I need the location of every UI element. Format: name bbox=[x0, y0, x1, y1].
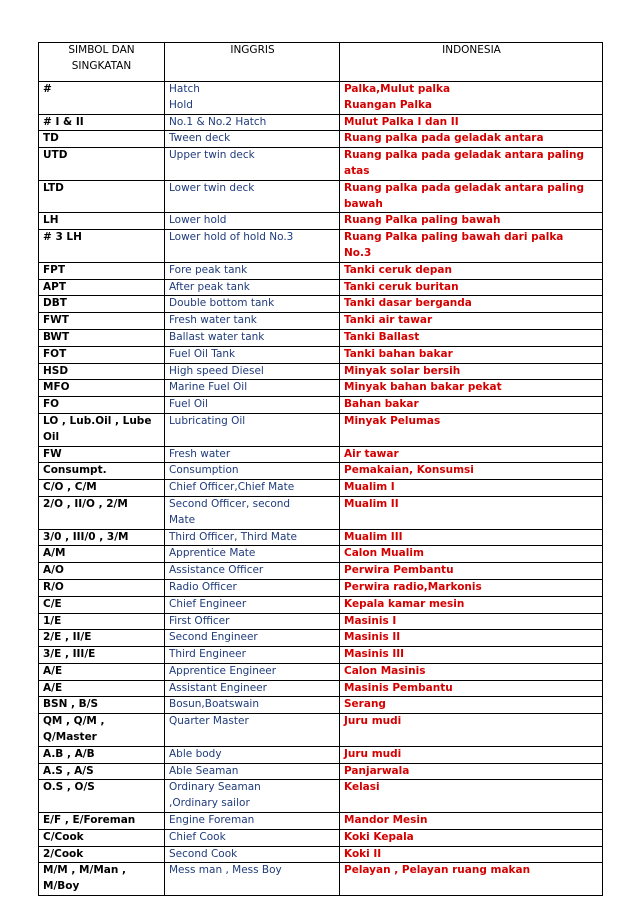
english-cell bbox=[165, 714, 340, 747]
table-row bbox=[39, 446, 603, 463]
cell-text-line: Pelayan , Pelayan ruang makan bbox=[344, 864, 531, 877]
cell-text-line: Perwira radio,Markonis bbox=[344, 580, 482, 593]
symbol-cell bbox=[39, 496, 165, 529]
indonesian-cell bbox=[340, 714, 603, 747]
indonesian-cell bbox=[340, 329, 603, 346]
symbol-cell bbox=[39, 329, 165, 346]
cell-text-line: C/E bbox=[43, 597, 62, 610]
table-row bbox=[39, 496, 603, 529]
symbol-cell bbox=[39, 413, 165, 446]
english-cell bbox=[165, 180, 340, 213]
english-cell bbox=[165, 579, 340, 596]
english-cell bbox=[165, 496, 340, 529]
cell-text-line: LH bbox=[43, 214, 59, 227]
cell-text-line: A.B , A/B bbox=[43, 747, 95, 760]
symbol-cell bbox=[39, 863, 165, 896]
indonesian-cell bbox=[340, 813, 603, 830]
table-row bbox=[39, 480, 603, 497]
cell-text-line: Mulut Palka I dan II bbox=[344, 115, 459, 128]
cell-text-line: Tanki air tawar bbox=[344, 314, 433, 327]
cell-text-line: Pemakaian, Konsumsi bbox=[344, 464, 474, 477]
cell-text-line: Ruang palka pada geladak antara bbox=[344, 132, 544, 145]
cell-text-line: Ballast water tank bbox=[169, 330, 265, 343]
cell-text-line: Ruang palka pada geladak antara paling bbox=[344, 149, 585, 162]
cell-text-line: Lower hold bbox=[169, 214, 227, 227]
indonesian-cell bbox=[340, 413, 603, 446]
table-row bbox=[39, 829, 603, 846]
table-row bbox=[39, 846, 603, 863]
table-row bbox=[39, 279, 603, 296]
indonesian-cell bbox=[340, 496, 603, 529]
indonesian-cell bbox=[340, 863, 603, 896]
table-row bbox=[39, 114, 603, 131]
cell-text-line: A/M bbox=[43, 547, 66, 560]
table-row bbox=[39, 663, 603, 680]
cell-text-line: Calon Masinis bbox=[344, 664, 426, 677]
cell-text-line: Quarter Master bbox=[169, 715, 249, 728]
cell-text-line: A.S , A/S bbox=[43, 764, 94, 777]
symbol-cell bbox=[39, 680, 165, 697]
indonesian-cell bbox=[340, 480, 603, 497]
cell-text-line: No.3 bbox=[344, 246, 372, 259]
table-row bbox=[39, 230, 603, 263]
symbol-cell bbox=[39, 313, 165, 330]
cell-text-line: DBT bbox=[43, 297, 67, 310]
symbol-cell bbox=[39, 279, 165, 296]
english-cell bbox=[165, 279, 340, 296]
cell-text-line: R/O bbox=[43, 580, 64, 593]
english-cell bbox=[165, 131, 340, 148]
cell-text-line: Assistant Engineer bbox=[169, 681, 267, 694]
cell-text-line: Fuel Oil bbox=[169, 398, 208, 411]
english-cell bbox=[165, 680, 340, 697]
symbol-cell bbox=[39, 114, 165, 131]
table-row bbox=[39, 413, 603, 446]
english-cell bbox=[165, 82, 340, 115]
indonesian-cell bbox=[340, 180, 603, 213]
english-cell bbox=[165, 630, 340, 647]
abbreviation-table bbox=[38, 42, 603, 896]
cell-text-line: HSD bbox=[43, 364, 69, 377]
english-cell bbox=[165, 480, 340, 497]
symbol-cell bbox=[39, 230, 165, 263]
english-cell bbox=[165, 380, 340, 397]
english-cell bbox=[165, 813, 340, 830]
cell-text-line: 1/E bbox=[43, 614, 62, 627]
cell-text-line: Lower hold of hold No.3 bbox=[169, 231, 294, 244]
cell-text-line: Masinis Pembantu bbox=[344, 681, 453, 694]
symbol-cell bbox=[39, 829, 165, 846]
cell-text-line: Third Engineer bbox=[169, 648, 246, 661]
cell-text-line: LO , Lub.Oil , Lube bbox=[43, 414, 152, 427]
indonesian-cell bbox=[340, 697, 603, 714]
indonesian-cell bbox=[340, 279, 603, 296]
indonesian-cell bbox=[340, 463, 603, 480]
english-cell bbox=[165, 563, 340, 580]
cell-text-line: Tanki ceruk depan bbox=[344, 263, 452, 276]
table-row bbox=[39, 82, 603, 115]
cell-text-line: Ordinary Seaman bbox=[169, 781, 261, 794]
cell-text-line: Tween deck bbox=[169, 132, 231, 145]
indonesian-cell bbox=[340, 746, 603, 763]
cell-text-line: Chief Engineer bbox=[169, 597, 247, 610]
symbol-cell bbox=[39, 596, 165, 613]
symbol-cell bbox=[39, 813, 165, 830]
cell-text-line: # bbox=[43, 83, 52, 95]
cell-text-line: Able Seaman bbox=[169, 764, 239, 777]
cell-text-line: O.S , O/S bbox=[43, 781, 95, 794]
cell-text-line: Mualim III bbox=[344, 530, 403, 543]
cell-text-line: # 3 LH bbox=[43, 231, 82, 244]
symbol-cell bbox=[39, 763, 165, 780]
document-page bbox=[38, 42, 602, 896]
cell-text-line: High speed Diesel bbox=[169, 364, 264, 377]
cell-text-line: Bosun,Boatswain bbox=[169, 698, 259, 711]
cell-text-line: Lubricating Oil bbox=[169, 414, 246, 427]
cell-text-line: Second Engineer bbox=[169, 631, 258, 644]
cell-text-line: UTD bbox=[43, 149, 68, 162]
english-cell bbox=[165, 763, 340, 780]
cell-text-line: Kepala kamar mesin bbox=[344, 597, 465, 610]
english-cell bbox=[165, 663, 340, 680]
english-cell bbox=[165, 446, 340, 463]
indonesian-cell bbox=[340, 313, 603, 330]
table-row bbox=[39, 680, 603, 697]
cell-text-line: Lower twin deck bbox=[169, 181, 255, 194]
indonesian-cell bbox=[340, 346, 603, 363]
cell-text-line: Mualim II bbox=[344, 497, 399, 510]
table-body bbox=[39, 82, 603, 896]
english-cell bbox=[165, 363, 340, 380]
symbol-cell bbox=[39, 363, 165, 380]
indonesian-cell bbox=[340, 763, 603, 780]
table-row bbox=[39, 296, 603, 313]
table-row bbox=[39, 180, 603, 213]
cell-text-line: BWT bbox=[43, 330, 70, 343]
symbol-cell bbox=[39, 714, 165, 747]
cell-text-line: Panjarwala bbox=[344, 764, 410, 777]
symbol-cell bbox=[39, 647, 165, 664]
english-cell bbox=[165, 546, 340, 563]
english-cell bbox=[165, 647, 340, 664]
symbol-cell bbox=[39, 463, 165, 480]
cell-text-line: Tanki ceruk buritan bbox=[344, 280, 459, 293]
cell-text-line: Serang bbox=[344, 698, 386, 711]
cell-text-line: Mate bbox=[169, 513, 196, 526]
cell-text-line: A/O bbox=[43, 564, 64, 577]
english-cell bbox=[165, 213, 340, 230]
cell-text-line: FW bbox=[43, 447, 62, 460]
cell-text-line: A/E bbox=[43, 681, 63, 694]
table-row bbox=[39, 363, 603, 380]
cell-text-line: 3/0 , III/0 , 3/M bbox=[43, 530, 129, 543]
indonesian-cell bbox=[340, 262, 603, 279]
english-cell bbox=[165, 780, 340, 813]
english-cell bbox=[165, 413, 340, 446]
indonesian-cell bbox=[340, 213, 603, 230]
cell-text-line: Koki II bbox=[344, 847, 382, 860]
english-cell bbox=[165, 746, 340, 763]
table-row bbox=[39, 579, 603, 596]
cell-text-line: Kelasi bbox=[344, 781, 380, 794]
cell-text-line: MFO bbox=[43, 381, 70, 394]
cell-text-line: Double bottom tank bbox=[169, 297, 275, 310]
cell-text-line: FOT bbox=[43, 347, 67, 360]
english-cell bbox=[165, 596, 340, 613]
cell-text-line: Mandor Mesin bbox=[344, 814, 428, 827]
cell-text-line: Fore peak tank bbox=[169, 263, 248, 276]
cell-text-line: Minyak bahan bakar pekat bbox=[344, 381, 502, 394]
symbol-cell bbox=[39, 780, 165, 813]
indonesian-cell bbox=[340, 780, 603, 813]
indonesian-cell bbox=[340, 647, 603, 664]
indonesian-cell bbox=[340, 148, 603, 181]
indonesian-cell bbox=[340, 380, 603, 397]
cell-text-line: Chief Officer,Chief Mate bbox=[169, 481, 295, 494]
table-row bbox=[39, 463, 603, 480]
symbol-cell bbox=[39, 846, 165, 863]
cell-text-line: Ruang Palka paling bawah bbox=[344, 214, 501, 227]
cell-text-line: FPT bbox=[43, 263, 66, 276]
symbol-cell bbox=[39, 213, 165, 230]
cell-text-line: Marine Fuel Oil bbox=[169, 381, 248, 394]
table-row bbox=[39, 746, 603, 763]
cell-text-line: A/E bbox=[43, 664, 63, 677]
english-cell bbox=[165, 846, 340, 863]
indonesian-cell bbox=[340, 363, 603, 380]
cell-text-line: Tanki Ballast bbox=[344, 330, 420, 343]
english-cell bbox=[165, 613, 340, 630]
cell-text-line: Tanki dasar berganda bbox=[344, 297, 472, 310]
english-cell bbox=[165, 863, 340, 896]
cell-text-line: Minyak Pelumas bbox=[344, 414, 441, 427]
symbol-cell bbox=[39, 630, 165, 647]
symbol-cell bbox=[39, 262, 165, 279]
symbol-cell bbox=[39, 148, 165, 181]
english-cell bbox=[165, 397, 340, 414]
cell-text-line: Air tawar bbox=[344, 447, 399, 460]
cell-text-line: atas bbox=[344, 164, 370, 177]
cell-text-line: APT bbox=[43, 280, 66, 293]
cell-text-line: Third Officer, Third Mate bbox=[169, 530, 297, 543]
cell-text-line: M/Boy bbox=[43, 880, 80, 893]
symbol-cell bbox=[39, 82, 165, 115]
english-cell bbox=[165, 529, 340, 546]
table-row bbox=[39, 397, 603, 414]
cell-text-line: 3/E , III/E bbox=[43, 648, 96, 661]
cell-text-line: Apprentice Engineer bbox=[169, 664, 277, 677]
english-cell bbox=[165, 697, 340, 714]
indonesian-cell bbox=[340, 680, 603, 697]
cell-text-line: Fresh water tank bbox=[169, 314, 257, 327]
indonesian-cell bbox=[340, 82, 603, 115]
cell-text-line: Ruang palka pada geladak antara paling bbox=[344, 181, 585, 194]
symbol-cell bbox=[39, 346, 165, 363]
cell-text-line: Able body bbox=[169, 747, 222, 760]
english-cell bbox=[165, 313, 340, 330]
cell-text-line: Masinis II bbox=[344, 631, 401, 644]
cell-text-line: C/O , C/M bbox=[43, 481, 97, 494]
cell-text-line: bawah bbox=[344, 197, 383, 210]
cell-text-line: Minyak solar bersih bbox=[344, 364, 461, 377]
cell-text-line: Oil bbox=[43, 430, 60, 443]
english-cell bbox=[165, 296, 340, 313]
cell-text-line: Consumption bbox=[169, 464, 239, 477]
cell-text-line: Engine Foreman bbox=[169, 814, 255, 827]
indonesian-cell bbox=[340, 596, 603, 613]
indonesian-cell bbox=[340, 579, 603, 596]
cell-text-line: # I & II bbox=[43, 115, 84, 128]
english-cell bbox=[165, 829, 340, 846]
table-row bbox=[39, 262, 603, 279]
table-row bbox=[39, 613, 603, 630]
cell-text-line: Juru mudi bbox=[344, 747, 402, 760]
symbol-cell bbox=[39, 663, 165, 680]
english-cell bbox=[165, 329, 340, 346]
indonesian-cell bbox=[340, 397, 603, 414]
cell-text-line: Tanki bahan bakar bbox=[344, 347, 453, 360]
indonesian-cell bbox=[340, 296, 603, 313]
table-row bbox=[39, 313, 603, 330]
symbol-cell bbox=[39, 746, 165, 763]
indonesian-cell bbox=[340, 846, 603, 863]
indonesian-cell bbox=[340, 563, 603, 580]
cell-text-line: Consumpt. bbox=[43, 464, 107, 477]
table-row bbox=[39, 630, 603, 647]
symbol-cell bbox=[39, 380, 165, 397]
symbol-cell bbox=[39, 697, 165, 714]
symbol-cell bbox=[39, 397, 165, 414]
cell-text-line: Radio Officer bbox=[169, 580, 237, 593]
symbol-cell bbox=[39, 296, 165, 313]
table-row bbox=[39, 763, 603, 780]
table-row bbox=[39, 596, 603, 613]
cell-text-line: M/M , M/Man , bbox=[43, 864, 126, 877]
cell-text-line: ,Ordinary sailor bbox=[169, 797, 250, 810]
table-row bbox=[39, 647, 603, 664]
indonesian-cell bbox=[340, 546, 603, 563]
indonesian-cell bbox=[340, 630, 603, 647]
cell-text-line: TD bbox=[43, 132, 59, 145]
english-cell bbox=[165, 230, 340, 263]
table-row bbox=[39, 780, 603, 813]
symbol-cell bbox=[39, 131, 165, 148]
indonesian-cell bbox=[340, 114, 603, 131]
cell-text-line: 2/Cook bbox=[43, 847, 84, 860]
cell-text-line: Juru mudi bbox=[344, 715, 402, 728]
cell-text-line: QM , Q/M , bbox=[43, 715, 105, 728]
cell-text-line: Ruangan Palka bbox=[344, 98, 433, 111]
cell-text-line: Mess man , Mess Boy bbox=[169, 864, 282, 877]
indonesian-cell bbox=[340, 446, 603, 463]
symbol-cell bbox=[39, 446, 165, 463]
cell-text-line: Bahan bakar bbox=[344, 398, 419, 411]
cell-text-line: After peak tank bbox=[169, 280, 250, 293]
table-row bbox=[39, 697, 603, 714]
english-cell bbox=[165, 148, 340, 181]
symbol-cell bbox=[39, 180, 165, 213]
cell-text-line: Calon Mualim bbox=[344, 547, 424, 560]
cell-text-line: Koki Kepala bbox=[344, 830, 414, 843]
cell-text-line: LTD bbox=[43, 181, 64, 194]
cell-text-line: Mualim I bbox=[344, 481, 395, 494]
cell-text-line: Fuel Oil Tank bbox=[169, 347, 236, 360]
table-row bbox=[39, 863, 603, 896]
cell-text-line: Fresh water bbox=[169, 447, 231, 460]
table-row bbox=[39, 380, 603, 397]
cell-text-line: Assistance Officer bbox=[169, 564, 264, 577]
cell-text-line: 2/O , II/O , 2/M bbox=[43, 497, 128, 510]
table-row bbox=[39, 148, 603, 181]
cell-text-line: Ruang Palka paling bawah dari palka bbox=[344, 231, 564, 244]
indonesian-cell bbox=[340, 230, 603, 263]
header-english: INGGRIS bbox=[165, 43, 340, 82]
english-cell bbox=[165, 463, 340, 480]
table-row bbox=[39, 563, 603, 580]
indonesian-cell bbox=[340, 613, 603, 630]
table-row bbox=[39, 346, 603, 363]
symbol-cell bbox=[39, 563, 165, 580]
symbol-cell bbox=[39, 480, 165, 497]
symbol-cell bbox=[39, 529, 165, 546]
cell-text-line: Palka,Mulut palka bbox=[344, 83, 451, 95]
cell-text-line: Hold bbox=[169, 98, 193, 111]
english-cell bbox=[165, 114, 340, 131]
symbol-cell bbox=[39, 546, 165, 563]
english-cell bbox=[165, 262, 340, 279]
table-header-row bbox=[39, 43, 603, 82]
symbol-cell bbox=[39, 579, 165, 596]
indonesian-cell bbox=[340, 529, 603, 546]
header-symbol: SIMBOL DAN SINGKATAN bbox=[39, 43, 165, 82]
cell-text-line: Masinis I bbox=[344, 614, 397, 627]
header-indonesian: INDONESIA bbox=[340, 43, 603, 82]
table-row bbox=[39, 529, 603, 546]
table-row bbox=[39, 714, 603, 747]
english-cell bbox=[165, 346, 340, 363]
table-row bbox=[39, 329, 603, 346]
table-row bbox=[39, 813, 603, 830]
cell-text-line: No.1 & No.2 Hatch bbox=[169, 115, 267, 128]
cell-text-line: Second Officer, second bbox=[169, 497, 291, 510]
cell-text-line: 2/E , II/E bbox=[43, 631, 92, 644]
cell-text-line: First Officer bbox=[169, 614, 230, 627]
cell-text-line: FWT bbox=[43, 314, 69, 327]
cell-text-line: Apprentice Mate bbox=[169, 547, 256, 560]
symbol-cell bbox=[39, 613, 165, 630]
indonesian-cell bbox=[340, 131, 603, 148]
indonesian-cell bbox=[340, 663, 603, 680]
cell-text-line: Masinis III bbox=[344, 648, 405, 661]
cell-text-line: C/Cook bbox=[43, 830, 84, 843]
cell-text-line: Second Cook bbox=[169, 847, 238, 860]
indonesian-cell bbox=[340, 829, 603, 846]
table-row bbox=[39, 131, 603, 148]
cell-text-line: Q/Master bbox=[43, 731, 97, 744]
table-row bbox=[39, 213, 603, 230]
table-row bbox=[39, 546, 603, 563]
cell-text-line: FO bbox=[43, 398, 60, 411]
cell-text-line: Chief Cook bbox=[169, 830, 226, 843]
cell-text-line: BSN , B/S bbox=[43, 698, 99, 711]
cell-text-line: Perwira Pembantu bbox=[344, 564, 454, 577]
cell-text-line: Upper twin deck bbox=[169, 149, 255, 162]
cell-text-line: E/F , E/Foreman bbox=[43, 814, 136, 827]
cell-text-line: Hatch bbox=[169, 83, 200, 95]
